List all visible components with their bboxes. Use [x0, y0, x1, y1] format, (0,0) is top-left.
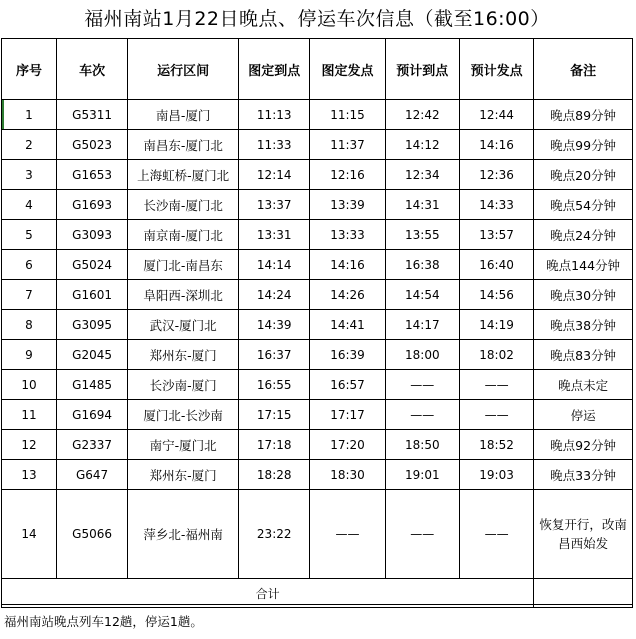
- cell-remarks[interactable]: 晚点38分钟: [534, 310, 633, 340]
- cell-index[interactable]: 10: [2, 370, 57, 400]
- col-header-est-depart: 预计发点: [459, 39, 533, 100]
- cell-sched-depart[interactable]: 17:17: [310, 400, 385, 430]
- cell-train[interactable]: G5024: [56, 250, 127, 280]
- cell-index[interactable]: 1: [2, 100, 57, 130]
- col-header-sched-depart: 图定发点: [310, 39, 385, 100]
- cell-index[interactable]: 14: [2, 490, 57, 579]
- cell-sched-depart[interactable]: 17:20: [310, 430, 385, 460]
- cell-train[interactable]: G2337: [56, 430, 127, 460]
- col-header-index: 序号: [2, 39, 57, 100]
- cell-est-arrive[interactable]: 12:34: [385, 160, 459, 190]
- cell-est-arrive[interactable]: 16:38: [385, 250, 459, 280]
- col-header-remarks: 备注: [534, 39, 633, 100]
- cell-route[interactable]: 厦门北-南昌东: [128, 250, 239, 280]
- cell-route[interactable]: 长沙南-厦门北: [128, 190, 239, 220]
- cell-sched-arrive[interactable]: 12:14: [239, 160, 310, 190]
- table-row: [2, 130, 633, 160]
- cell-sched-depart[interactable]: 13:39: [310, 190, 385, 220]
- cell-index[interactable]: 3: [2, 160, 57, 190]
- table-row: [2, 220, 633, 250]
- cell-est-depart[interactable]: 14:19: [459, 310, 533, 340]
- cell-remarks[interactable]: 晚点33分钟: [534, 460, 633, 490]
- cell-remarks[interactable]: 晚点24分钟: [534, 220, 633, 250]
- cell-est-depart[interactable]: ——: [459, 490, 533, 579]
- cell-route[interactable]: 郑州东-厦门: [128, 340, 239, 370]
- cell-route[interactable]: 长沙南-厦门: [128, 370, 239, 400]
- cell-train[interactable]: G5023: [56, 130, 127, 160]
- cell-train[interactable]: G3095: [56, 310, 127, 340]
- cell-remarks[interactable]: 晚点83分钟: [534, 340, 633, 370]
- cell-index[interactable]: 4: [2, 190, 57, 220]
- cell-route[interactable]: 南昌-厦门: [128, 100, 239, 130]
- cell-route[interactable]: 萍乡北-福州南: [128, 490, 239, 579]
- cell-sched-depart[interactable]: 16:39: [310, 340, 385, 370]
- cell-index[interactable]: 6: [2, 250, 57, 280]
- cell-train[interactable]: G5311: [56, 100, 127, 130]
- cell-route[interactable]: 郑州东-厦门: [128, 460, 239, 490]
- cell-est-depart[interactable]: ——: [459, 400, 533, 430]
- table-row: [2, 370, 633, 400]
- cell-sched-arrive[interactable]: 16:37: [239, 340, 310, 370]
- cell-train[interactable]: G1653: [56, 160, 127, 190]
- cell-remarks[interactable]: 晚点144分钟: [534, 250, 633, 280]
- cell-est-depart[interactable]: 18:02: [459, 340, 533, 370]
- cell-sched-depart[interactable]: 14:16: [310, 250, 385, 280]
- cell-est-arrive[interactable]: 14:17: [385, 310, 459, 340]
- cell-sched-depart[interactable]: 12:16: [310, 160, 385, 190]
- table-row: [2, 430, 633, 460]
- table-row: [2, 100, 633, 130]
- cell-sched-arrive[interactable]: 16:55: [239, 370, 310, 400]
- cell-sched-arrive[interactable]: 17:18: [239, 430, 310, 460]
- cell-index[interactable]: 7: [2, 280, 57, 310]
- cell-sched-arrive[interactable]: 18:28: [239, 460, 310, 490]
- cell-train[interactable]: G1694: [56, 400, 127, 430]
- cell-train[interactable]: G3093: [56, 220, 127, 250]
- table-row: [2, 490, 633, 579]
- cell-remarks[interactable]: 晚点99分钟: [534, 130, 633, 160]
- cell-est-arrive[interactable]: 14:54: [385, 280, 459, 310]
- cell-est-depart[interactable]: 13:57: [459, 220, 533, 250]
- cell-route[interactable]: 厦门北-长沙南: [128, 400, 239, 430]
- table-row: [2, 340, 633, 370]
- cell-train[interactable]: G2045: [56, 340, 127, 370]
- cell-sched-depart[interactable]: 13:33: [310, 220, 385, 250]
- cell-index[interactable]: 13: [2, 460, 57, 490]
- cell-train[interactable]: G1601: [56, 280, 127, 310]
- cell-sched-depart[interactable]: ——: [310, 490, 385, 579]
- cell-est-depart[interactable]: 14:56: [459, 280, 533, 310]
- table-row: [2, 460, 633, 490]
- cell-est-depart[interactable]: 12:36: [459, 160, 533, 190]
- cell-est-arrive[interactable]: ——: [385, 400, 459, 430]
- cell-est-depart[interactable]: 14:16: [459, 130, 533, 160]
- table-row: [2, 400, 633, 430]
- cell-sched-arrive[interactable]: 14:24: [239, 280, 310, 310]
- cell-sched-arrive[interactable]: 14:39: [239, 310, 310, 340]
- cell-est-arrive[interactable]: 14:31: [385, 190, 459, 220]
- cell-remarks[interactable]: 晚点30分钟: [534, 280, 633, 310]
- footer-note[interactable]: 福州南站晚点列车12趟，停运1趟。: [1, 604, 633, 637]
- cell-remarks[interactable]: 晚点20分钟: [534, 160, 633, 190]
- col-header-est-arrive: 预计到点: [385, 39, 459, 100]
- cell-remarks[interactable]: 晚点89分钟: [534, 100, 633, 130]
- cell-sched-depart[interactable]: 16:57: [310, 370, 385, 400]
- cell-index[interactable]: 8: [2, 310, 57, 340]
- cell-sched-depart[interactable]: 14:26: [310, 280, 385, 310]
- cell-sched-depart[interactable]: 18:30: [310, 460, 385, 490]
- col-header-route: 运行区间: [128, 39, 239, 100]
- cell-est-depart[interactable]: 14:33: [459, 190, 533, 220]
- cell-est-depart[interactable]: 19:03: [459, 460, 533, 490]
- cell-est-depart[interactable]: 18:52: [459, 430, 533, 460]
- cell-train[interactable]: G5066: [56, 490, 127, 579]
- cell-sched-depart[interactable]: 14:41: [310, 310, 385, 340]
- delay-table: [1, 38, 633, 608]
- col-header-train: 车次: [56, 39, 127, 100]
- header-row: [2, 39, 633, 100]
- cell-route[interactable]: 南宁-厦门北: [128, 430, 239, 460]
- cell-sched-arrive[interactable]: 11:13: [239, 100, 310, 130]
- cell-remarks[interactable]: 停运: [534, 400, 633, 430]
- cell-train[interactable]: G1693: [56, 190, 127, 220]
- cell-est-arrive[interactable]: 12:42: [385, 100, 459, 130]
- cell-index[interactable]: 2: [2, 130, 57, 160]
- cell-index[interactable]: 9: [2, 340, 57, 370]
- cell-route[interactable]: 南京南-厦门北: [128, 220, 239, 250]
- cell-est-arrive[interactable]: 19:01: [385, 460, 459, 490]
- cell-route[interactable]: 南昌东-厦门北: [128, 130, 239, 160]
- cell-sched-arrive[interactable]: 14:14: [239, 250, 310, 280]
- cell-est-depart[interactable]: 16:40: [459, 250, 533, 280]
- cell-index[interactable]: 11: [2, 400, 57, 430]
- cell-route[interactable]: 上海虹桥-厦门北: [128, 160, 239, 190]
- cell-est-arrive[interactable]: 18:50: [385, 430, 459, 460]
- cell-sched-arrive[interactable]: 17:15: [239, 400, 310, 430]
- cell-sched-arrive[interactable]: 13:37: [239, 190, 310, 220]
- cell-sched-arrive[interactable]: 11:33: [239, 130, 310, 160]
- cell-est-arrive[interactable]: ——: [385, 490, 459, 579]
- cell-remarks[interactable]: 恢复开行，改南昌西始发: [534, 490, 633, 579]
- table-row: [2, 160, 633, 190]
- cell-sched-depart[interactable]: 11:15: [310, 100, 385, 130]
- table-row: [2, 190, 633, 220]
- cell-index[interactable]: 12: [2, 430, 57, 460]
- cell-sched-arrive[interactable]: 13:31: [239, 220, 310, 250]
- cell-remarks[interactable]: 晚点未定: [534, 370, 633, 400]
- cell-est-arrive[interactable]: ——: [385, 370, 459, 400]
- cell-remarks[interactable]: 晚点54分钟: [534, 190, 633, 220]
- table-row: [2, 250, 633, 280]
- cell-sched-depart[interactable]: 11:37: [310, 130, 385, 160]
- table-row: [2, 310, 633, 340]
- cell-est-depart[interactable]: ——: [459, 370, 533, 400]
- cell-index[interactable]: 5: [2, 220, 57, 250]
- col-header-sched-arrive: 图定到点: [239, 39, 310, 100]
- cell-route[interactable]: 阜阳西-深圳北: [128, 280, 239, 310]
- cell-est-arrive[interactable]: 13:55: [385, 220, 459, 250]
- cell-sched-arrive[interactable]: 23:22: [239, 490, 310, 579]
- cell-est-depart[interactable]: 12:44: [459, 100, 533, 130]
- cell-est-arrive[interactable]: 18:00: [385, 340, 459, 370]
- total-label[interactable]: 合计: [2, 579, 534, 608]
- cell-route[interactable]: 武汉-厦门北: [128, 310, 239, 340]
- cell-train[interactable]: G1485: [56, 370, 127, 400]
- cell-train[interactable]: G647: [56, 460, 127, 490]
- cell-remarks[interactable]: 晚点92分钟: [534, 430, 633, 460]
- page-title: 福州南站1月22日晚点、停运车次信息（截至16:00）: [84, 8, 550, 30]
- table-row: [2, 280, 633, 310]
- cell-est-arrive[interactable]: 14:12: [385, 130, 459, 160]
